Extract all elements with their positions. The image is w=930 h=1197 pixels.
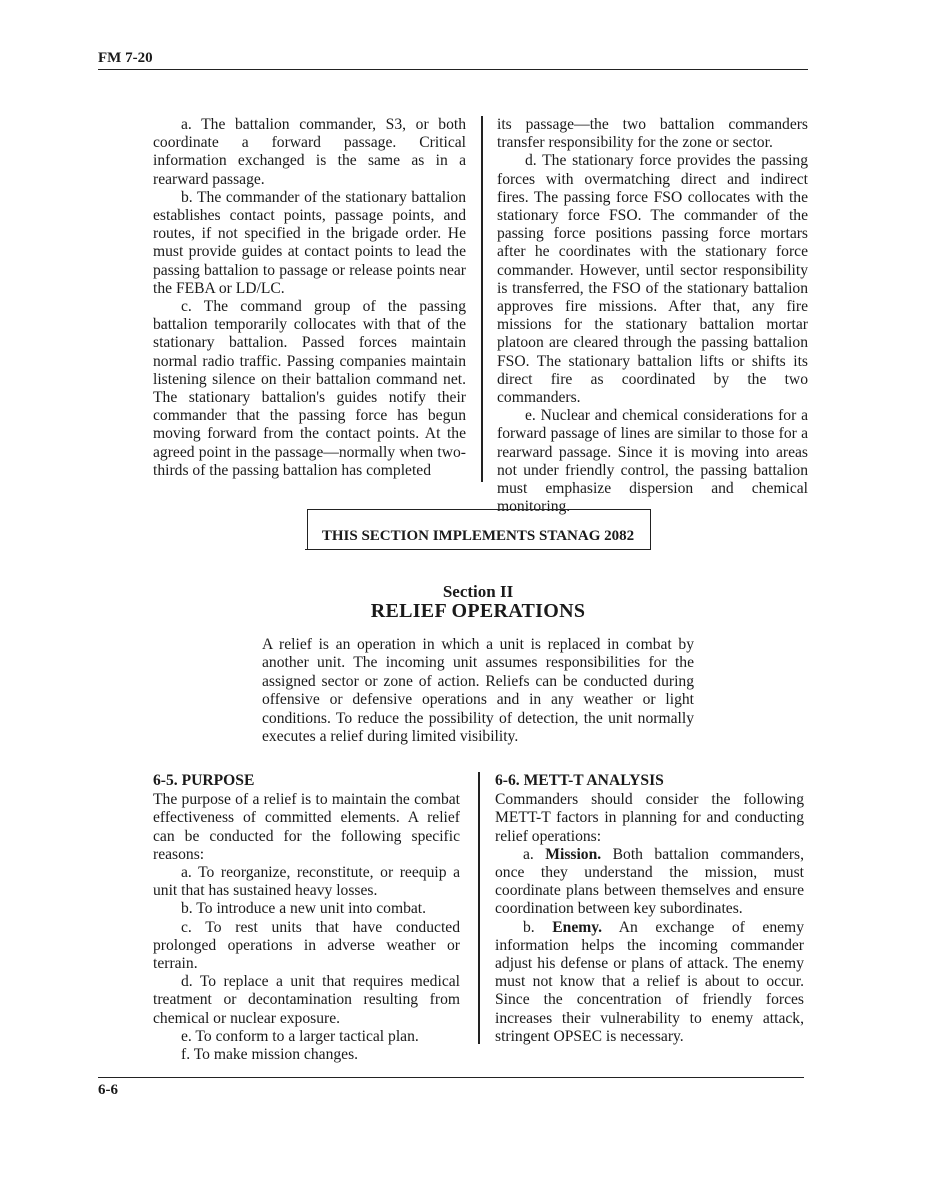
purpose-item-f: f. To make mission changes. xyxy=(181,1046,359,1064)
purpose-item-c: c. To rest units that have conducted prolonged operations in adverse weather or terrain. xyxy=(153,918,460,973)
paragraph-a: a. The battalion commander, S3, or both coordinate a forward passage. Critical information exchanged is the same as in a rearward passage. xyxy=(153,116,466,188)
mett-t-heading: 6-6. METT-T ANALYSIS xyxy=(495,772,664,789)
purpose-item-e: e. To conform to a larger tactical plan. xyxy=(181,1027,419,1045)
section-intro xyxy=(262,636,694,746)
enemy-label: b. xyxy=(523,918,553,936)
manual-header: FM 7-20 xyxy=(98,50,153,66)
section-label: Section II xyxy=(442,582,514,601)
paragraph-b: b. The commander of the stationary battalion establishes contact points, passage points, and routes, if not specified in the brigade order. He must provide guides at contact points to lead the passing battalion to passage or release points near the FEBA or LD/LC. xyxy=(153,188,466,297)
intro-text: A relief is an operation in which a unit is replaced in combat by another unit. The incoming unit assumes responsibilities for the assigned sector or zone of action. Reliefs can be conducted during offensive or defensive operations and in any weather or light conditions. To reduce the possibility of detection, the unit normally executes a relief during limited visibility. xyxy=(262,636,694,746)
purpose-column xyxy=(153,772,460,1064)
purpose-item-d: d. To replace a unit that requires medical treatment or decontamination resulting from chemical or nuclear exposure. xyxy=(153,973,460,1027)
purpose-item-a: a. To reorganize, reconstitute, or reequip a unit that has sustained heavy losses. xyxy=(153,864,460,900)
top-right-column xyxy=(497,116,808,516)
purpose-lead: The purpose of a relief is to maintain the combat effectiveness of committed elements. A relief can be conducted for the following specific reasons: xyxy=(153,791,460,863)
stanag-text: THIS SECTION IMPLEMENTS STANAG 2082 xyxy=(321,528,635,544)
purpose-item-b: b. To introduce a new unit into combat. xyxy=(181,900,427,918)
mett-t-lead: Commanders should consider the following METT-T factors in planning for and conducting relief operations: xyxy=(495,791,804,845)
column-divider-bottom xyxy=(478,772,480,1044)
enemy-term: Enemy. xyxy=(552,918,603,936)
column-divider-top xyxy=(481,116,483,482)
mett-t-enemy xyxy=(495,919,804,1046)
mission-term: Mission. xyxy=(545,845,602,863)
mett-t-mission xyxy=(495,846,804,919)
paragraph-e: e. Nuclear and chemical considerations for a forward passage of lines are similar to those for a rearward passage. Since it is moving into areas not under friendly control, the passing battalion must emphasize dispersion and chemical monitoring. xyxy=(497,407,808,516)
mission-label: a. xyxy=(523,845,546,863)
top-left-column xyxy=(153,116,466,480)
paragraph-c: c. The command group of the passing battalion temporarily collocates with that of the stationary battalion. Passed forces maintain normal radio traffic. Passing companies maintain listening silence on their battalion command net. The stationary battalion's guides notify their commander that the passing force has begun moving forward from the contact points. At the agreed point in the passage—normally when two-thirds of the passing battalion has completed xyxy=(153,298,466,479)
footer-rule xyxy=(98,1077,804,1078)
stanag-box-bottom-rule xyxy=(305,549,651,550)
continuation-text: its passage—the two battalion commanders transfer responsibility for the zone or sector. xyxy=(497,116,808,152)
mett-t-column xyxy=(495,772,804,1046)
mission-text: Both battalion commanders, once they understand the mission, must coordinate plans between themselves and ensure coordination between key subordinates. xyxy=(495,845,804,918)
section-title: RELIEF OPERATIONS xyxy=(370,600,586,622)
paragraph-d: d. The stationary force provides the passing forces with overmatching direct and indirect fires. The passing force FSO collocates with the stationary force FSO. The commander of the passing force positions passing force mortars after he coordinates with the stationary force commander. However, until sector responsibility is transferred, the FSO of the stationary battalion approves fire missions. After that, any fire missions for the stationary battalion mortar platoon are cleared through the passing battalion FSO. The stationary battalion lifts or shifts its direct fire as coordinated by the two commanders. xyxy=(497,152,808,407)
page-number: 6-6 xyxy=(98,1082,118,1098)
header-rule xyxy=(98,69,808,70)
purpose-heading: 6-5. PURPOSE xyxy=(153,772,255,789)
enemy-text: An exchange of enemy information helps the incoming commander adjust his defense or plans of attack. The enemy must not know that a relief is about to occur. Since the concentration of friendly forces increases their vulnerability to enemy attack, stringent OPSEC is necessary. xyxy=(495,918,804,1045)
